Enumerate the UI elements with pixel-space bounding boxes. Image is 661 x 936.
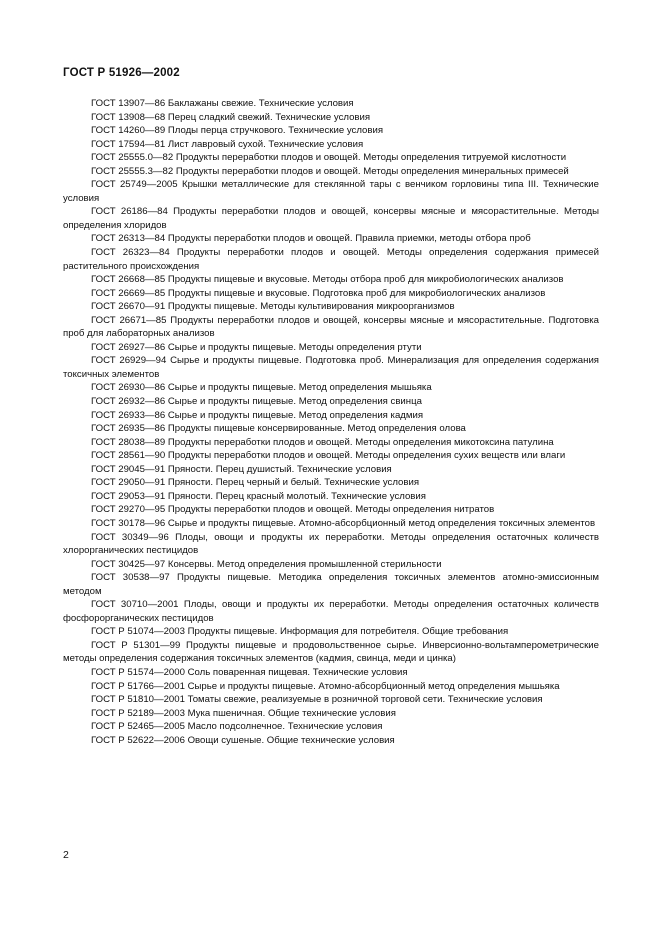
reference-item: ГОСТ 29053—91 Пряности. Перец красный молотый. Технические условия (91, 490, 426, 502)
reference-item: ГОСТ Р 52189—2003 Мука пшеничная. Общие технические условия (91, 707, 396, 719)
reference-item: ГОСТ 26933—86 Сырье и продукты пищевые. Метод определения кадмия (91, 409, 424, 421)
reference-item: ГОСТ 30349—96 Плоды, овощи и продукты их переработки. Методы определения остаточных количеств хлорорганических пестицидов (63, 531, 599, 557)
reference-item: ГОСТ Р 51301—99 Продукты пищевые и продовольственное сырье. Инверсионно-вольтамперометрические методы определения содержания токсичных элементов (кадмия, свинца, меди и цинка) (63, 639, 599, 665)
reference-item: ГОСТ Р 52622—2006 Овощи сушеные. Общие технические условия (91, 734, 395, 746)
reference-item: ГОСТ 25749—2005 Крышки металлические для стеклянной тары с венчиком горловины типа III. Технические условия (63, 179, 599, 204)
reference-item: ГОСТ Р 52465—2005 Масло подсолнечное. Технические условия (91, 721, 383, 733)
reference-item: ГОСТ 30178—96 Сырье и продукты пищевые. Атомно-абсорбционный метод определения токсичных элементов (91, 517, 596, 529)
reference-item: ГОСТ Р 51074—2003 Продукты пищевые. Информация для потребителя. Общие требования (91, 626, 509, 638)
reference-item: ГОСТ 13908—68 Перец сладкий свежий. Технические условия (91, 111, 371, 123)
reference-item: ГОСТ 26927—86 Сырье и продукты пищевые. Методы определения ртути (91, 341, 422, 353)
reference-item: ГОСТ Р 51766—2001 Сырье и продукты пищевые. Атомно-абсорбционный метод определения мышьяка (91, 680, 560, 692)
reference-item: ГОСТ 30425—97 Консервы. Метод определения промышленной стерильности (91, 558, 442, 570)
reference-item: ГОСТ 28561—90 Продукты переработки плодов и овощей. Методы определения сухих веществ или влаги (91, 450, 566, 462)
reference-item: ГОСТ 26186—84 Продукты переработки плодов и овощей, консервы мясные и мясорастительные. Методы определения хлоридов (63, 206, 599, 231)
reference-item: ГОСТ Р 51574—2000 Соль поваренная пищевая. Технические условия (91, 666, 408, 678)
reference-item: ГОСТ 26932—86 Сырье и продукты пищевые. Метод определения свинца (91, 396, 422, 408)
reference-item: ГОСТ 26929—94 Сырье и продукты пищевые. Подготовка проб. Минерализация для определения содержания токсичных элементов (63, 355, 599, 380)
reference-item: ГОСТ 29045—91 Пряности. Перец душистый. Технические условия (91, 463, 392, 475)
reference-item: ГОСТ 29050—91 Пряности. Перец черный и белый. Технические условия (91, 477, 420, 489)
page-header: ГОСТ Р 51926—2002 (63, 67, 180, 79)
reference-item: ГОСТ 30710—2001 Плоды, овощи и продукты их переработки. Методы определения остаточных количеств фосфорорганических пестицидов (63, 599, 599, 624)
reference-item: ГОСТ 26323—84 Продукты переработки плодов и овощей. Методы определения содержания примесей растительного происхождения (63, 247, 599, 272)
reference-item: ГОСТ 14260—89 Плоды перца стручкового. Технические условия (91, 125, 384, 137)
reference-item: ГОСТ 13907—86 Баклажаны свежие. Технические условия (91, 98, 354, 109)
reference-item: ГОСТ 29270—95 Продукты переработки плодов и овощей. Методы определения нитратов (91, 504, 495, 516)
reference-item: ГОСТ 26935—86 Продукты пищевые консервированные. Метод определения олова (91, 423, 466, 435)
reference-item: ГОСТ 25555.3—82 Продукты переработки плодов и овощей. Методы определения минеральных примесей (91, 165, 569, 177)
reference-item: ГОСТ 26670—91 Продукты пищевые. Методы культивирования микроорганизмов (91, 301, 455, 313)
reference-item: ГОСТ 26671—85 Продукты переработки плодов и овощей, консервы мясные и мясорастительные. Подготовка проб для лабораторных анализов (63, 314, 599, 340)
reference-item: ГОСТ 26313—84 Продукты переработки плодов и овощей. Правила приемки, методы отбора проб (91, 233, 531, 245)
reference-item: ГОСТ 26930—86 Сырье и продукты пищевые. Метод определения мышьяка (91, 382, 432, 394)
reference-list (63, 97, 599, 747)
reference-item: ГОСТ 17594—81 Лист лавровый сухой. Технические условия (91, 138, 364, 150)
reference-item: ГОСТ 30538—97 Продукты пищевые. Методика определения токсичных элементов атомно-эмиссионным методом (63, 572, 599, 597)
reference-item: ГОСТ 28038—89 Продукты переработки плодов и овощей. Методы определения микотоксина патулина (91, 436, 554, 448)
reference-item: ГОСТ 26668—85 Продукты пищевые и вкусовые. Методы отбора проб для микробиологических анализов (91, 274, 564, 286)
reference-item: ГОСТ 26669—85 Продукты пищевые и вкусовые. Подготовка проб для микробиологических анализов (91, 287, 546, 299)
reference-item: ГОСТ Р 51810—2001 Томаты свежие, реализуемые в розничной торговой сети. Технические условия (91, 694, 543, 706)
reference-item: ГОСТ 25555.0—82 Продукты переработки плодов и овощей. Методы определения титруемой кислотности (91, 152, 567, 164)
page-number: 2 (63, 849, 69, 861)
